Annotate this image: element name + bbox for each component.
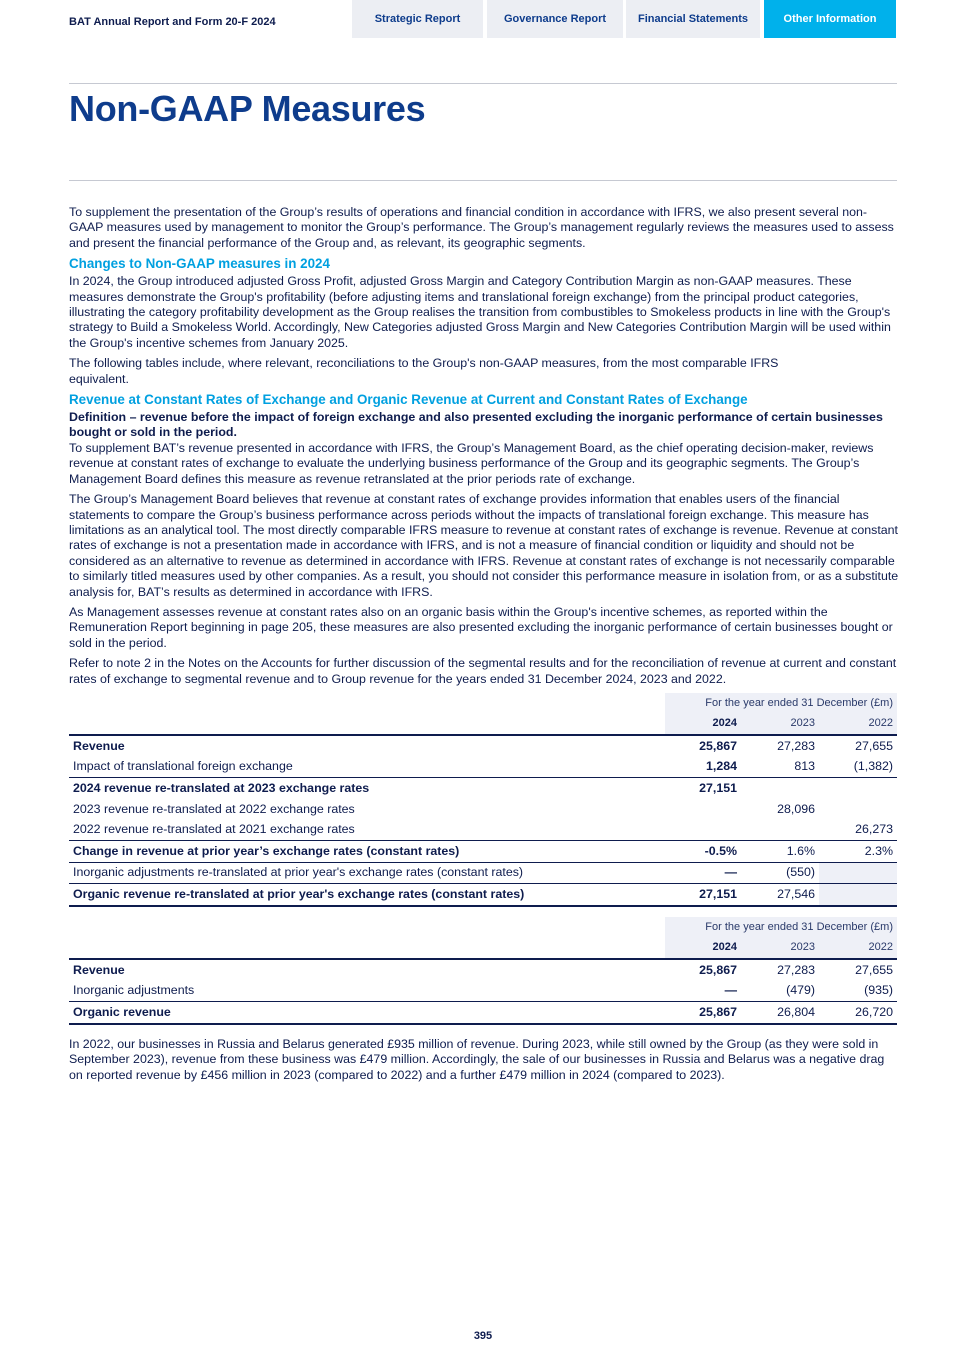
document-title: BAT Annual Report and Form 20-F 2024 xyxy=(69,16,276,28)
title-bottom-divider xyxy=(69,180,897,181)
table-row: 2022 revenue re-translated at 2021 exchange rates 26,273 xyxy=(73,822,893,837)
revenue-paragraph-1: To supplement BAT’s revenue presented in accordance with IFRS, the Group’s Management Board, as the chief operating decision-maker, reviews revenue at constant rates of exchange to evaluate the underlying business performance of the Group and its geographic segments. The Group’s Management Board defines this measure as revenue retranslated at the prior periods rate of exchange. xyxy=(69,440,874,486)
year-header-2022: 2022 xyxy=(819,714,897,736)
revenue-paragraph-4: Refer to note 2 in the Notes on the Accounts for further discussion of the segmental results and for the reconciliation of revenue at current and constant rates of exchange to segmental revenue and to Group revenue for the years ended 31 December 2024, 2023 and 2022. xyxy=(69,656,897,686)
main-content xyxy=(69,205,899,1088)
revenue-paragraph-3: As Management assesses revenue at constant rates also on an organic basis within the Group's incentive schemes, as reported within the Remuneration Report beginning in page 205, these measures are also presented excluding the inorganic performance of certain businesses bought or sold in the period. xyxy=(69,604,893,650)
tab-other-information[interactable]: Other Information xyxy=(764,0,896,38)
table-row: Change in revenue at prior year’s exchange rates (constant rates) -0.5% 1.6% 2.3% xyxy=(69,841,897,863)
year-header-2023: 2023 xyxy=(741,938,819,960)
table-year-row xyxy=(69,938,897,960)
year-header-2022: 2022 xyxy=(819,938,897,960)
revenue-constant-rates-table xyxy=(69,693,897,907)
table-row: Organic revenue re-translated at prior year's exchange rates (constant rates) 27,151 27,546 xyxy=(69,884,897,906)
year-header-2023: 2023 xyxy=(741,714,819,736)
table-row: 2024 revenue re-translated at 2023 exchange rates 27,151 xyxy=(69,778,897,799)
table-year-row xyxy=(69,714,897,736)
closing-paragraph: In 2022, our businesses in Russia and Belarus generated £935 million of revenue. During 2023, while still owned by the Group (as they were sold in September 2023), revenue from these business was £479 million. Accordingly, the sale of our businesses in Russia and Belarus was a negative drag on reported revenue by £456 million in 2023 (compared to 2022) and a further £479 million in 2024 (compared to 2023). xyxy=(69,1036,885,1082)
period-header: For the year ended 31 December (£m) xyxy=(665,917,897,938)
page-number: 395 xyxy=(473,1330,493,1342)
revenue-paragraph-2: The Group’s Management Board believes that revenue at constant rates of exchange provides information that enables users of the financial statements to compare the Group’s business performance across periods without the impacts of translational foreign exchange. This measure has limitations as an analytical tool. The most directly comparable IFRS measure to revenue at constant rates of exchange is revenue. Revenue at constant rates of exchange is not a presentation made in accordance with IFRS, and is not a measure of financial condition or liquidity and should not be considered as an alternative to revenue as determined in accordance with IFRS. Revenue at constant rates of exchange is not necessarily comparable to similarly titled measures used by other companies. As a result, you should not consider this performance measure in isolation from, or as a substitute analysis for, BAT’s results as determined in accordance with IFRS. xyxy=(69,492,899,599)
intro-paragraph: To supplement the presentation of the Group’s results of operations and financial condition in accordance with IFRS, we also present several non-GAAP measures used by management to monitor the Group’s performance. The Group’s management regularly reviews the measures used to assess and present the financial performance of the Group and, as relevant, its geographic segments. xyxy=(69,205,894,250)
page-title: Non-GAAP Measures xyxy=(69,88,426,129)
table-row: Impact of translational foreign exchange 1,284 813 (1,382) xyxy=(73,759,893,774)
table-row: Inorganic adjustments re-translated at prior year's exchange rates (constant rates) — (550) xyxy=(69,862,897,884)
table-row: Inorganic adjustments — (479) (935) xyxy=(73,983,893,998)
table-row: Revenue 25,867 27,283 27,655 xyxy=(73,962,893,977)
year-header-2024: 2024 xyxy=(665,938,741,960)
organic-revenue-table xyxy=(69,917,897,1025)
top-navigation xyxy=(0,0,966,40)
year-header-2024: 2024 xyxy=(665,714,741,736)
period-header: For the year ended 31 December (£m) xyxy=(665,693,897,714)
revenue-section-heading: Revenue at Constant Rates of Exchange and Organic Revenue at Current and Constant Rates of Exchange xyxy=(69,392,748,408)
revenue-definition: Definition – revenue before the impact of foreign exchange and also presented excluding the inorganic performance of certain businesses bought or sold in the period. xyxy=(69,410,883,440)
tab-financial-statements[interactable]: Financial Statements xyxy=(626,0,760,38)
title-top-divider xyxy=(69,83,897,84)
tab-strategic-report[interactable]: Strategic Report xyxy=(352,0,483,38)
tab-governance-report[interactable]: Governance Report xyxy=(487,0,623,38)
table-row: 2023 revenue re-translated at 2022 exchange rates 28,096 xyxy=(73,801,815,816)
changes-heading: Changes to Non-GAAP measures in 2024 xyxy=(69,256,330,272)
changes-paragraph-2: The following tables include, where relevant, reconciliations to the Group's non-GAAP measures, from the most comparable IFRS equivalent. xyxy=(69,356,779,386)
table-row: Organic revenue 25,867 26,804 26,720 xyxy=(69,1002,897,1024)
table-period-row xyxy=(69,917,897,938)
table-row: Revenue 25,867 27,283 27,655 xyxy=(73,738,893,753)
table-period-row xyxy=(69,693,897,714)
changes-paragraph-1: In 2024, the Group introduced adjusted Gross Profit, adjusted Gross Margin and Category Contribution Margin as non-GAAP measures. These measures demonstrate the Group's profitability (before adjusting items and translational foreign exchange) from the principal product categories, illustrating the category profitability development as the Group realises the transition from combustibles to Smokeless products in line with the Group's strategy to Build a Smokeless World. Accordingly, New Categories adjusted Gross Margin and New Categories Contribution Margin will be used within the Group's incentive schemes from January 2025. xyxy=(69,274,891,350)
